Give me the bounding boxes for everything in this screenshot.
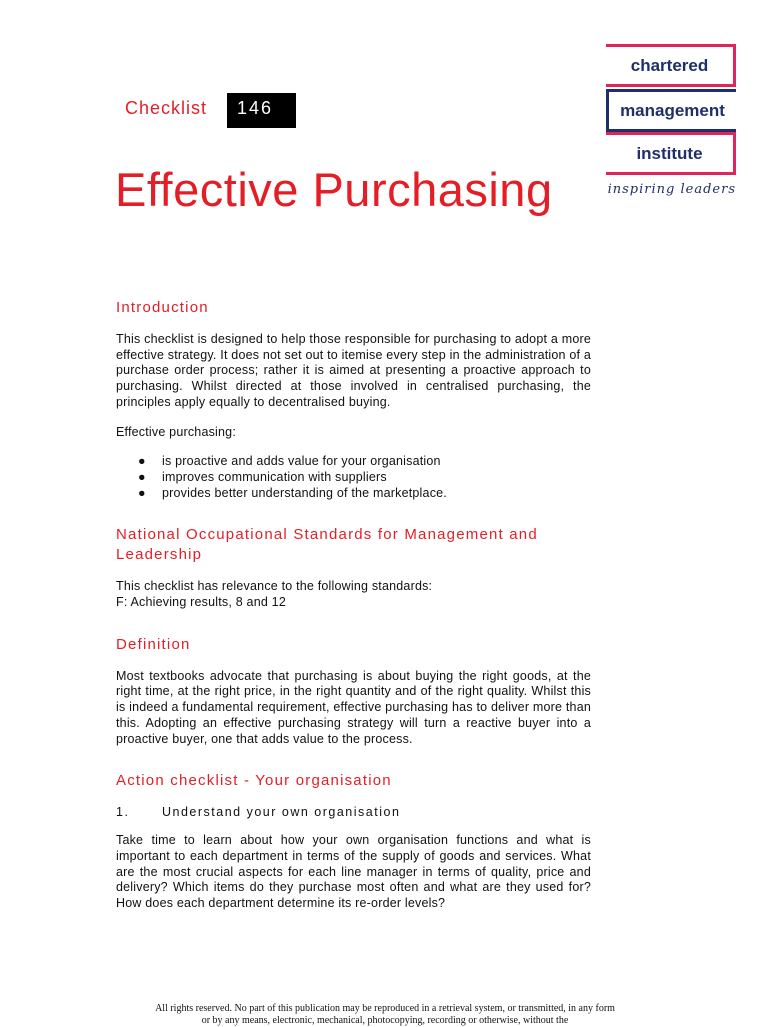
list-item-text: improves communication with suppliers — [162, 469, 387, 484]
standards-intro: This checklist has relevance to the following standards: — [116, 579, 433, 594]
checklist-label: Checklist — [125, 98, 208, 118]
logo-tagline: inspiring leaders — [607, 182, 736, 197]
step-number: 1. — [116, 805, 130, 820]
document-body — [116, 298, 591, 926]
effective-purchasing-lead: Effective purchasing: — [116, 424, 237, 439]
standards-paragraph — [116, 579, 591, 610]
list-item — [116, 470, 591, 486]
introduction-paragraph: This checklist is designed to help those responsible for purchasing to adopt a more effective strategy. It does not set out to itemise every step in the administration of a purchase order process; rather it is aimed at presenting a proactive approach to purchasing. Whilst directed at those involved in centralised purchasing, the principles apply equally to decentralised buying. — [116, 332, 592, 409]
bullet-icon: ● — [138, 469, 146, 484]
cmi-logo — [606, 44, 736, 204]
checklist-number-badge: 146 — [227, 93, 296, 128]
step-title: Understand your own organisation — [162, 805, 401, 820]
definition-heading: Definition — [116, 635, 191, 653]
standards-reference: F: Achieving results, 8 and 12 — [116, 595, 286, 610]
introduction-heading: Introduction — [116, 299, 209, 316]
document-title: Effective Purchasing — [115, 163, 553, 216]
benefits-list — [116, 454, 591, 501]
action-checklist-heading: Action checklist - Your organisation — [116, 772, 392, 790]
step-paragraph: Take time to learn about how your own organisation functions and what is important to each department in terms of the supply of goods and services. What are the most crucial aspects for each line manager in terms of quality, price and delivery? Which items do they purchase most often and what are they used for? How does each department determine its re-order levels? — [116, 833, 591, 911]
logo-line-management: management — [606, 89, 736, 132]
list-item-text: is proactive and adds value for your organisation — [162, 454, 441, 469]
list-item — [116, 454, 591, 470]
bullet-icon: ● — [138, 454, 146, 469]
standards-heading: National Occupational Standards for Management and Leadership — [116, 526, 538, 564]
list-item-text: provides better understanding of the marketplace. — [162, 485, 447, 500]
bullet-icon: ● — [138, 485, 146, 500]
logo-line-chartered: chartered — [606, 44, 736, 87]
logo-line-institute: institute — [606, 132, 736, 175]
step-heading — [116, 805, 591, 819]
list-item — [116, 486, 591, 502]
copyright-footer: All rights reserved. No part of this publication may be reproduced in a retrieval system, or transmitted, in any form or by any means, electronic, mechanical, photocopying, recording or otherwise, without the — [155, 1003, 615, 1026]
definition-paragraph: Most textbooks advocate that purchasing is about buying the right goods, at the right time, at the right price, in the right quantity and of the right quality. Whilst this is indeed a fundamental requirement, effective purchasing has to deliver more than this. Adopting an effective purchasing strategy will turn a reactive buyer into a proactive buyer, one that adds value to the process. — [116, 668, 591, 746]
